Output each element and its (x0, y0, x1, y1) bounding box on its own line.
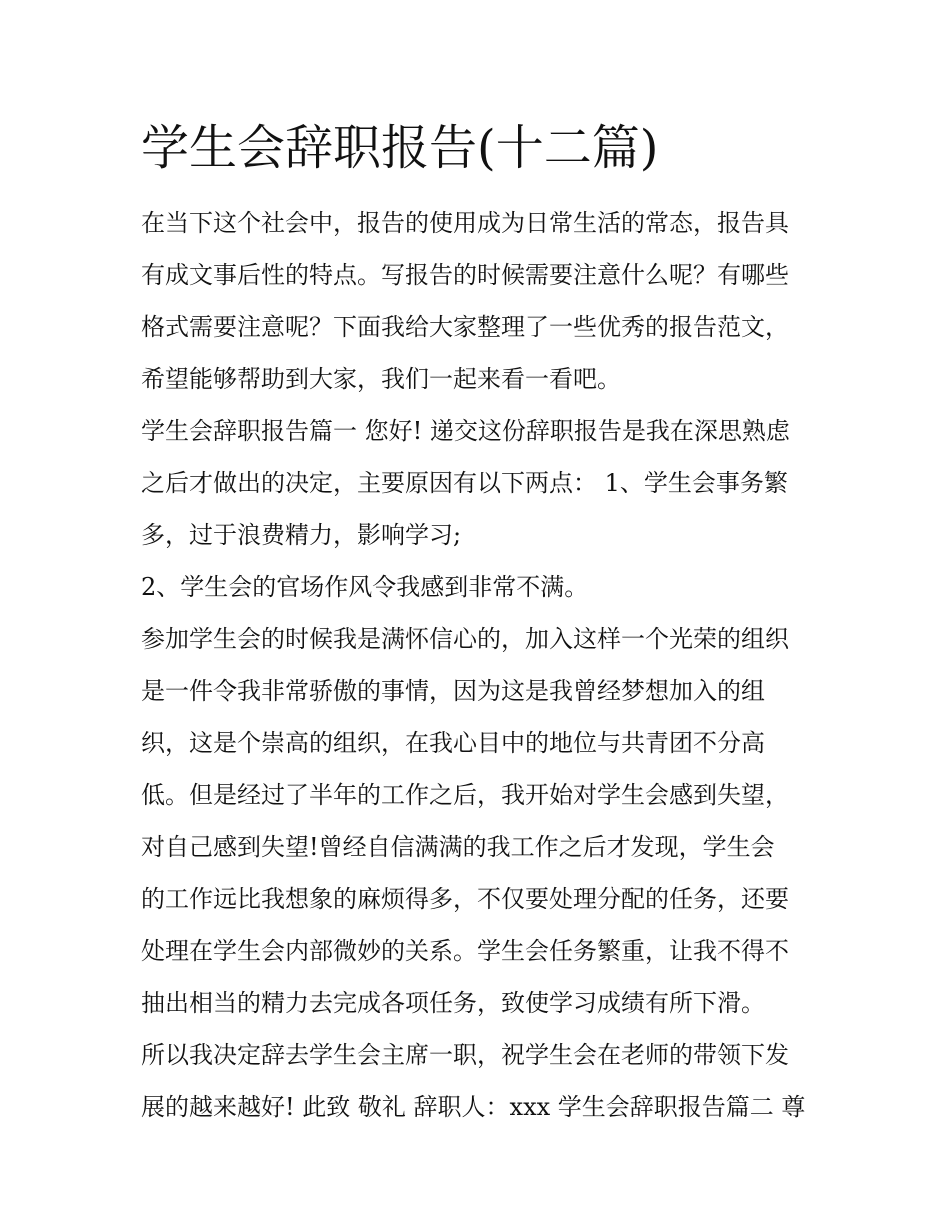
text-line: 的工作远比我想象的麻烦得多，不仅要处理分配的任务，还要 (141, 885, 789, 913)
document-body (141, 197, 821, 1133)
text-line: 有成文事后性的特点。写报告的时候需要注意什么呢？有哪些 (141, 261, 789, 289)
text-line: 2、学生会的官场作风令我感到非常不满。 (141, 573, 589, 601)
text-line: 希望能够帮助到大家，我们一起来看一看吧。 (141, 365, 621, 393)
text-line: 格式需要注意呢？下面我给大家整理了一些优秀的报告范文， (141, 313, 789, 341)
text-line: 处理在学生会内部微妙的关系。学生会任务繁重，让我不得不 (141, 937, 789, 965)
text-line: 低。但是经过了半年的工作之后，我开始对学生会感到失望， (141, 781, 789, 809)
text-line: 参加学生会的时候我是满怀信心的，加入这样一个光荣的组织 (141, 625, 789, 653)
text-line: 学生会辞职报告篇一 您好! 递交这份辞职报告是我在深思熟虑 (141, 417, 790, 445)
document-title: 学生会辞职报告(十二篇) (141, 120, 659, 176)
text-line: 之后才做出的决定，主要原因有以下两点： 1、学生会事务繁 (141, 469, 788, 497)
text-line: 抽出相当的精力去完成各项任务，致使学习成绩有所下滑。 (141, 989, 765, 1017)
text-line: 多，过于浪费精力，影响学习; (141, 521, 462, 549)
text-line: 所以我决定辞去学生会主席一职，祝学生会在老师的带领下发 (141, 1041, 789, 1069)
text-line: 在当下这个社会中，报告的使用成为日常生活的常态，报告具 (141, 209, 789, 237)
text-line: 是一件令我非常骄傲的事情，因为这是我曾经梦想加入的组 (141, 677, 765, 705)
text-line: 展的越来越好! 此致 敬礼 辞职人：xxx 学生会辞职报告篇二 尊 (141, 1093, 806, 1121)
text-line: 对自己感到失望!曾经自信满满的我工作之后才发现，学生会 (141, 833, 775, 861)
text-line: 织，这是个崇高的组织，在我心目中的地位与共青团不分高 (141, 729, 765, 757)
